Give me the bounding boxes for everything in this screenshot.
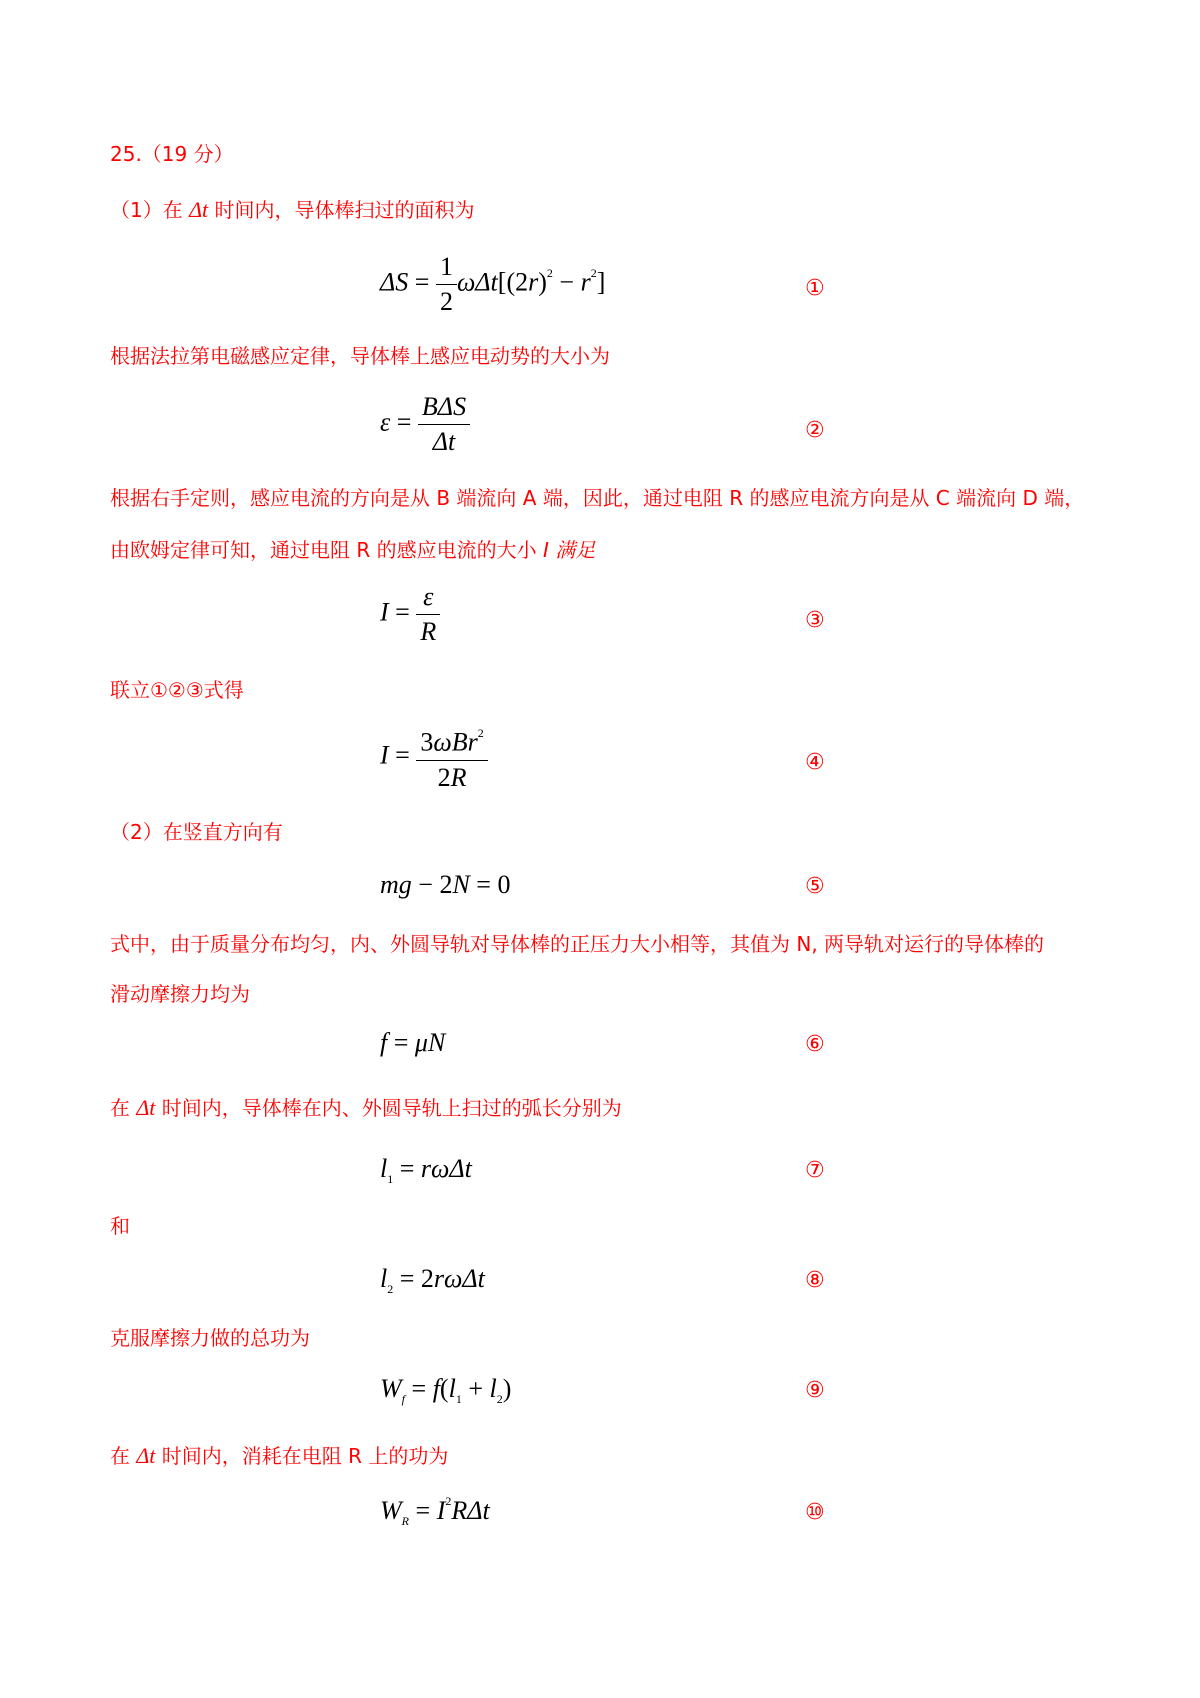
equation-number-1: ① — [805, 276, 825, 301]
paragraph-combine: 联立①②③式得 — [110, 678, 244, 702]
equation-number-5: ⑤ — [805, 874, 825, 899]
paragraph-part2: （2）在竖直方向有 — [110, 820, 283, 844]
paragraph-work: 克服摩擦力做的总功为 — [110, 1326, 310, 1350]
paragraph-resist — [110, 1442, 448, 1470]
text-part1-suffix: 时间内，导体棒扫过的面积为 — [214, 198, 475, 222]
equation-1: ΔS = $\frac{1}{2}$ $\omega\Delta t[(2r)^2 - r^2]$ — [380, 250, 605, 319]
equation-number-8: ⑧ — [805, 1268, 825, 1293]
symbol-delta-t-resist: Δt — [136, 1443, 156, 1468]
text-arc-suffix: 时间内，导体棒在内、外圆导轨上扫过的弧长分别为 — [161, 1096, 622, 1120]
equation-5: mg − 2N = 0 — [380, 870, 511, 899]
text-righthand-2-tail: I 满足 — [542, 538, 596, 562]
paragraph-part1 — [110, 196, 474, 224]
paragraph-friction-1: 式中，由于质量分布均匀，内、外圆导轨对导体棒的正压力大小相等，其值为 N, 两导轨对运行的导体棒的 — [110, 932, 1045, 956]
symbol-delta-t-arc: Δt — [136, 1095, 156, 1120]
equation-number-4: ④ — [805, 750, 825, 775]
equation-number-7: ⑦ — [805, 1158, 825, 1183]
equation-number-6: ⑥ — [805, 1032, 825, 1057]
equation-7: $l_1 = r\omega\Delta t$ — [380, 1154, 472, 1187]
paragraph-righthand-1: 根据右手定则，感应电流的方向是从 B 端流向 A 端，因此，通过电阻 R 的感应电流方向是从 C 端流向 D 端， — [110, 486, 1085, 510]
equation-3: I = $\frac{\varepsilon}{R}$ — [380, 580, 440, 649]
paragraph-righthand-2 — [110, 536, 595, 564]
paragraph-and: 和 — [110, 1214, 130, 1238]
equation-4: I = $\frac{3\omega Br^2}{2R}$ — [380, 720, 488, 795]
text-righthand-2: 由欧姆定律可知，通过电阻 R 的感应电流的大小 — [110, 538, 537, 562]
equation-8: $l_2 = 2r\omega\Delta t$ — [380, 1264, 485, 1297]
text-arc-prefix: 在 — [110, 1096, 130, 1120]
equation-2: ε = $\frac{\text{BΔS}}{\Delta t}$ — [380, 390, 470, 459]
text-resist-suffix: 时间内，消耗在电阻 R 上的功为 — [161, 1444, 449, 1468]
paragraph-faraday: 根据法拉第电磁感应定律，导体棒上感应电动势的大小为 — [110, 344, 610, 368]
paragraph-arc — [110, 1094, 622, 1122]
problem-header: 25.（19 分） — [110, 142, 234, 166]
equation-number-3: ③ — [805, 608, 825, 633]
equation-number-9: ⑨ — [805, 1378, 825, 1403]
paragraph-friction-2: 滑动摩擦力均为 — [110, 982, 250, 1006]
equation-10: $W_R = I^2R\Delta t$ — [380, 1494, 490, 1529]
equation-6: f = μN — [380, 1028, 446, 1057]
text-part1-prefix: （1）在 — [110, 198, 183, 222]
equation-9: $W_f = f(l_1 + l_2)$ — [380, 1374, 512, 1407]
equation-number-10: ⑩ — [805, 1500, 825, 1525]
text-resist-prefix: 在 — [110, 1444, 130, 1468]
symbol-delta-t: Δt — [189, 197, 209, 222]
equation-number-2: ② — [805, 418, 825, 443]
